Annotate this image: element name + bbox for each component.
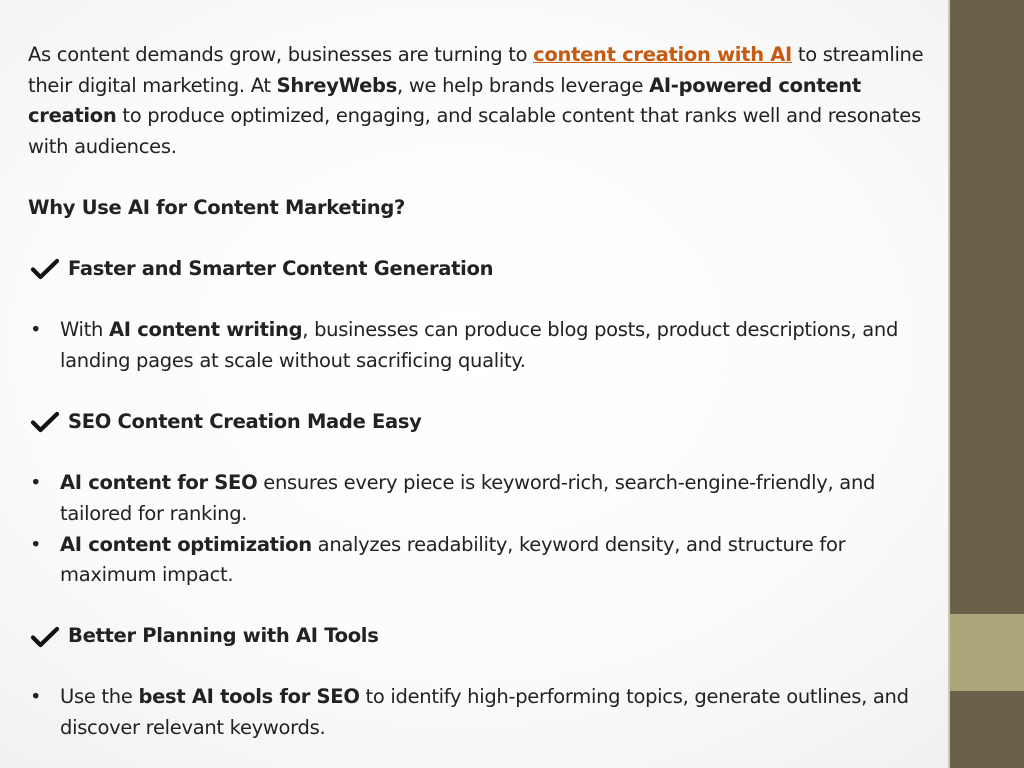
- bullet-item: [28, 530, 933, 591]
- bullet-marker: •: [30, 532, 42, 556]
- bullet-item: [28, 682, 933, 743]
- subheading-seo-creation: [28, 407, 933, 438]
- brand-name: ShreyWebs: [276, 73, 398, 97]
- intro-paragraph: [28, 40, 933, 162]
- checkmark-icon: [30, 626, 60, 648]
- sidebar-top-block: [950, 0, 1024, 614]
- bullet-bold-phrase: AI content for SEO: [60, 471, 258, 495]
- sidebar-bottom-block: [950, 691, 1024, 768]
- bullet-marker: •: [30, 685, 42, 709]
- intro-text: , we help brands leverage: [397, 73, 650, 97]
- subheading-label: SEO Content Creation Made Easy: [68, 410, 422, 434]
- subheading-faster-generation: [28, 254, 933, 285]
- bullet-text: AI content optimization analyzes readability, keyword density, and structure for maximum impact.: [60, 532, 846, 587]
- subheading-label: Better Planning with AI Tools: [68, 624, 379, 648]
- subheading-better-planning: [28, 621, 933, 652]
- bullet-marker: •: [30, 471, 42, 495]
- checkmark-icon: [30, 411, 60, 433]
- bullet-item: [28, 468, 933, 529]
- bullet-text: AI content for SEO ensures every piece is keyword-rich, search-engine-friendly, and tailored for ranking.: [60, 471, 876, 525]
- intro-text: to produce optimized, engaging, and scalable content that ranks well and resonates with audiences.: [28, 104, 921, 158]
- bullet-text: With AI content writing, businesses can produce blog posts, product descriptions, and landing pages at scale without sacrificing quality.: [60, 318, 899, 372]
- subheading-label: Faster and Smarter Content Generation: [68, 257, 494, 281]
- intro-text: As content demands grow, businesses are turning to: [28, 43, 534, 66]
- bullet-bold-phrase: best AI tools for SEO: [138, 685, 360, 709]
- intro-text: to streamline their digital marketing. At: [28, 43, 924, 97]
- intro-bold-phrase: AI-powered content creation: [28, 73, 861, 128]
- checkmark-icon: [30, 258, 60, 280]
- bullet-text: Use the best AI tools for SEO to identify high-performing topics, generate outlines, and discover relevant keywords.: [60, 685, 909, 740]
- bullet-item: [28, 315, 933, 376]
- sidebar-accent-block: [950, 614, 1024, 691]
- bullet-bold-phrase: AI content optimization: [60, 532, 312, 556]
- content-creation-link[interactable]: content creation with AI: [533, 43, 793, 66]
- section-heading: Why Use AI for Content Marketing?: [28, 195, 406, 219]
- bullet-bold-phrase: AI content writing: [108, 318, 303, 342]
- slide-sidebar: [948, 0, 1024, 768]
- slide-content: [28, 40, 933, 744]
- bullet-marker: •: [30, 318, 42, 342]
